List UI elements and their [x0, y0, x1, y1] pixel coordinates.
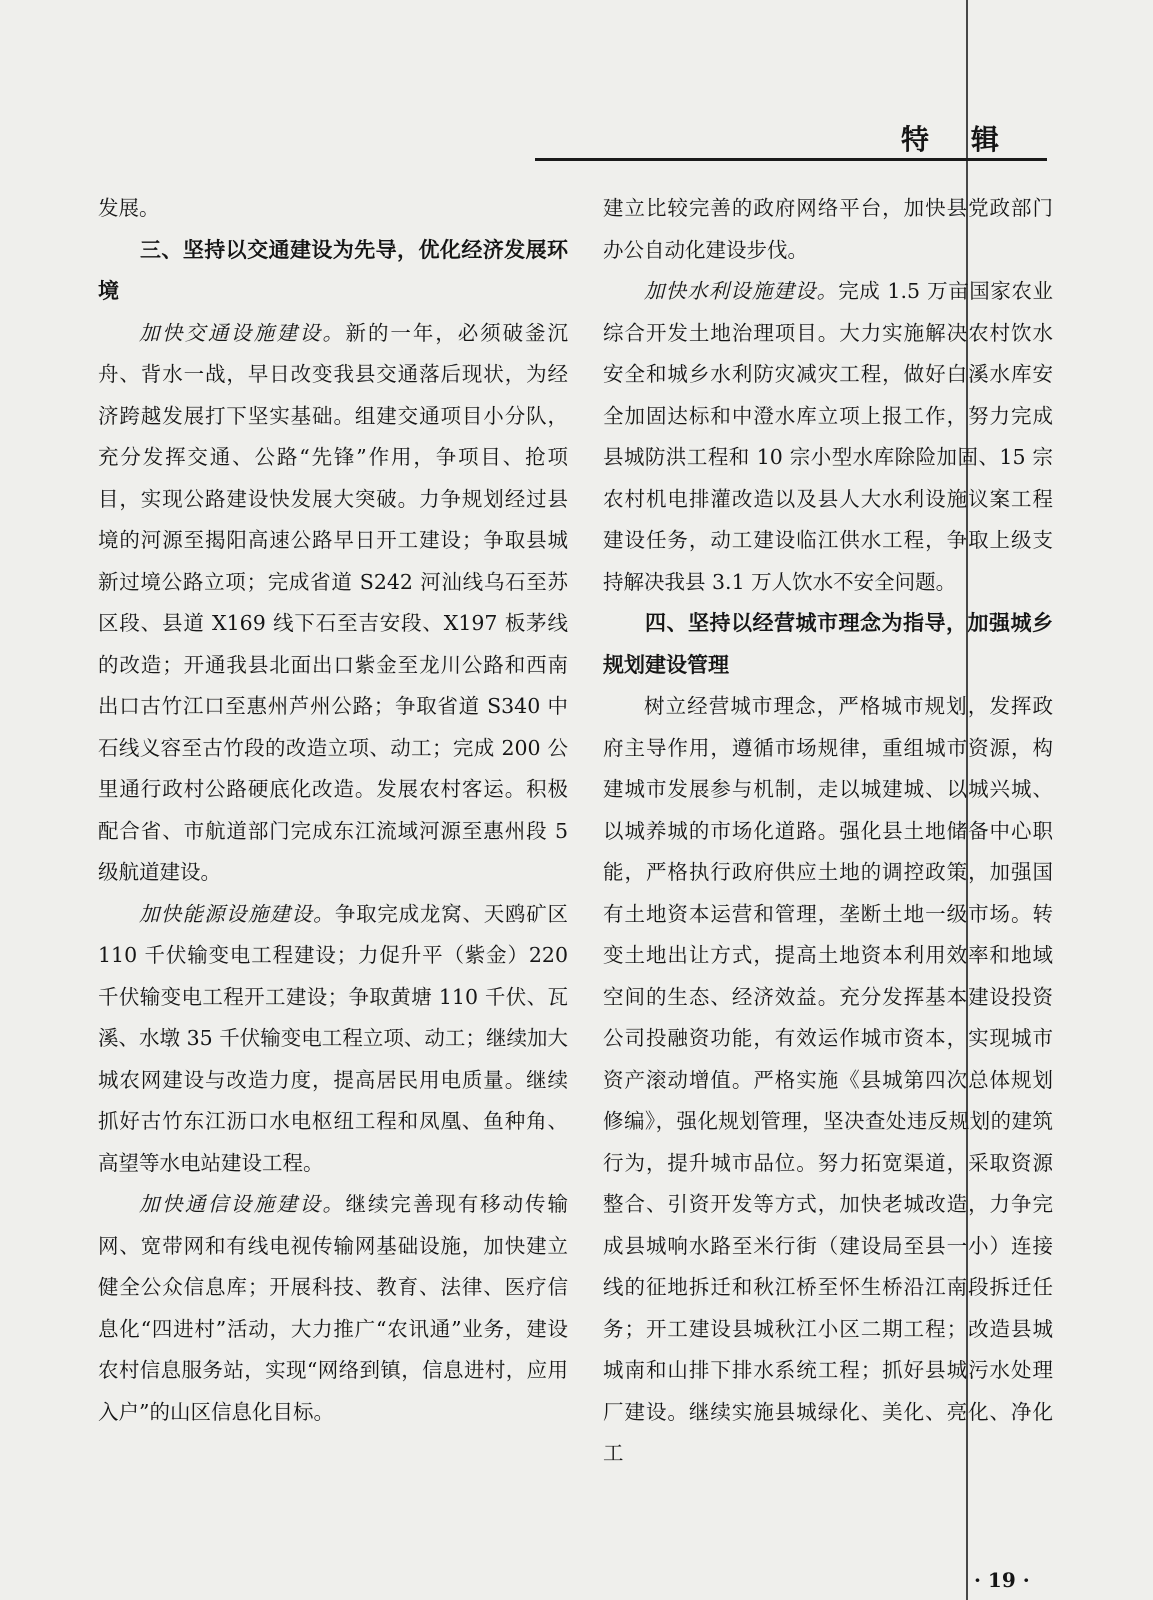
- section-header: 特辑: [900, 123, 1041, 156]
- paragraph-body: 继续完善现有移动传输网、宽带网和有线电视传输网基础设施，加快建立健全公众信息库；开展科技、教育、法律、医疗信息化“四进村”活动，大力推广“农讯通”业务，建设农村信息服务站，实现“网络到镇，信息进村，应用入户”的山区信息化目标。: [98, 1192, 568, 1424]
- header-rule: [535, 158, 1047, 161]
- paragraph-transport: [98, 313, 568, 894]
- paragraph-lead: 加快交通设施建设。: [139, 320, 346, 345]
- page-number: · 19 ·: [974, 1568, 1030, 1592]
- paragraph-urban-planning: 树立经营城市理念，严格城市规划，发挥政府主导作用，遵循市场规律，重组城市资源，构建城市发展参与机制，走以城建城、以城兴城、以城养城的市场化道路。强化县土地储备中心职能，严格执行政府供应土地的调控政策，加强国有土地资本运营和管理，垄断土地一级市场。转变土地出让方式，提高土地资本利用效率和地域空间的生态、经济效益。充分发挥基本建设投资公司投融资功能，有效运作城市资本，实现城市资产滚动增值。严格实施《县城第四次总体规划修编》，强化规划管理，坚决查处违反规划的建筑行为，提升城市品位。努力拓宽渠道，采取资源整合、引资开发等方式，加快老城改造，力争完成县城响水路至米行街（建设局至县一小）连接线的征地拆迁和秋江桥至怀生桥沿江南段拆迁任务；开工建设县城秋江小区二期工程；改造县城城南和山排下排水系统工程；抓好县城污水处理厂建设。继续实施县城绿化、美化、亮化、净化工: [603, 694, 1053, 1465]
- paragraph-lead: 加快通信设施建设。: [139, 1192, 346, 1216]
- paragraph-water: [603, 271, 1053, 603]
- left-column: [98, 188, 568, 1433]
- right-column: [603, 188, 1053, 1475]
- paragraph-body: 完成 1.5 万亩国家农业综合开发土地治理项目。大力实施解决农村饮水安全和城乡水利防灾减灾工程，做好白溪水库安全加固达标和中澄水库立项上报工作，努力完成县城防洪工程和 10 宗小型水库除险加固、15 宗农村机电排灌改造以及县人大水利设施议案工程建设任务，动工建设临江供水工程，争取上级支持解决我县 3.1 万人饮水不安全问题。: [603, 279, 1054, 594]
- section-heading-4: 四、坚持以经营城市理念为指导，加强城乡规划建设管理: [603, 611, 1053, 677]
- paragraph-body: 新的一年，必须破釜沉舟、背水一战，早日改变我县交通落后现状，为经济跨越发展打下坚实基础。组建交通项目小分队，充分发挥交通、公路“先锋”作用，争项目、抢项目，实现公路建设快发展大突破。力争规划经过县境的河源至揭阳高速公路早日开工建设；争取县城新过境公路立项；完成省道 S242 河汕线乌石至苏区段、县道 X169 线下石至吉安段、X197 板茅线的改造；开通我县北面出口紫金至龙川公路和西南出口古竹江口至惠州芦州公路；争取省道 S340 中石线义容至古竹段的改造立项、动工；完成 200 公里通行政村公路硬底化改造。发展农村客运。积极配合省、市航道部门完成东江流域河源至惠州段 5 级航道建设。: [98, 320, 568, 884]
- paragraph-communication: [98, 1184, 568, 1433]
- paragraph-continuation: 建立比较完善的政府网络平台，加快县党政部门办公自动化建设步伐。: [603, 196, 1053, 262]
- paragraph-body: 争取完成龙窝、天鸥矿区 110 千伏输变电工程建设；力促升平（紫金）220 千伏输变电工程开工建设；争取黄塘 110 千伏、瓦溪、水墩 35 千伏输变电工程立项、动工；继续加大城农网建设与改造力度，提高居民用电质量。继续抓好古竹东江沥口水电枢纽工程和凤凰、鱼种角、高望等水电站建设工程。: [98, 901, 569, 1175]
- paragraph-lead: 加快能源设施建设。: [139, 901, 335, 926]
- paragraph-lead: 加快水利设施建设。: [644, 279, 839, 303]
- paragraph-energy: [98, 894, 568, 1185]
- section-heading-3: 三、坚持以交通建设为先导，优化经济发展环境: [98, 237, 568, 303]
- paragraph-continuation: 发展。: [98, 196, 160, 220]
